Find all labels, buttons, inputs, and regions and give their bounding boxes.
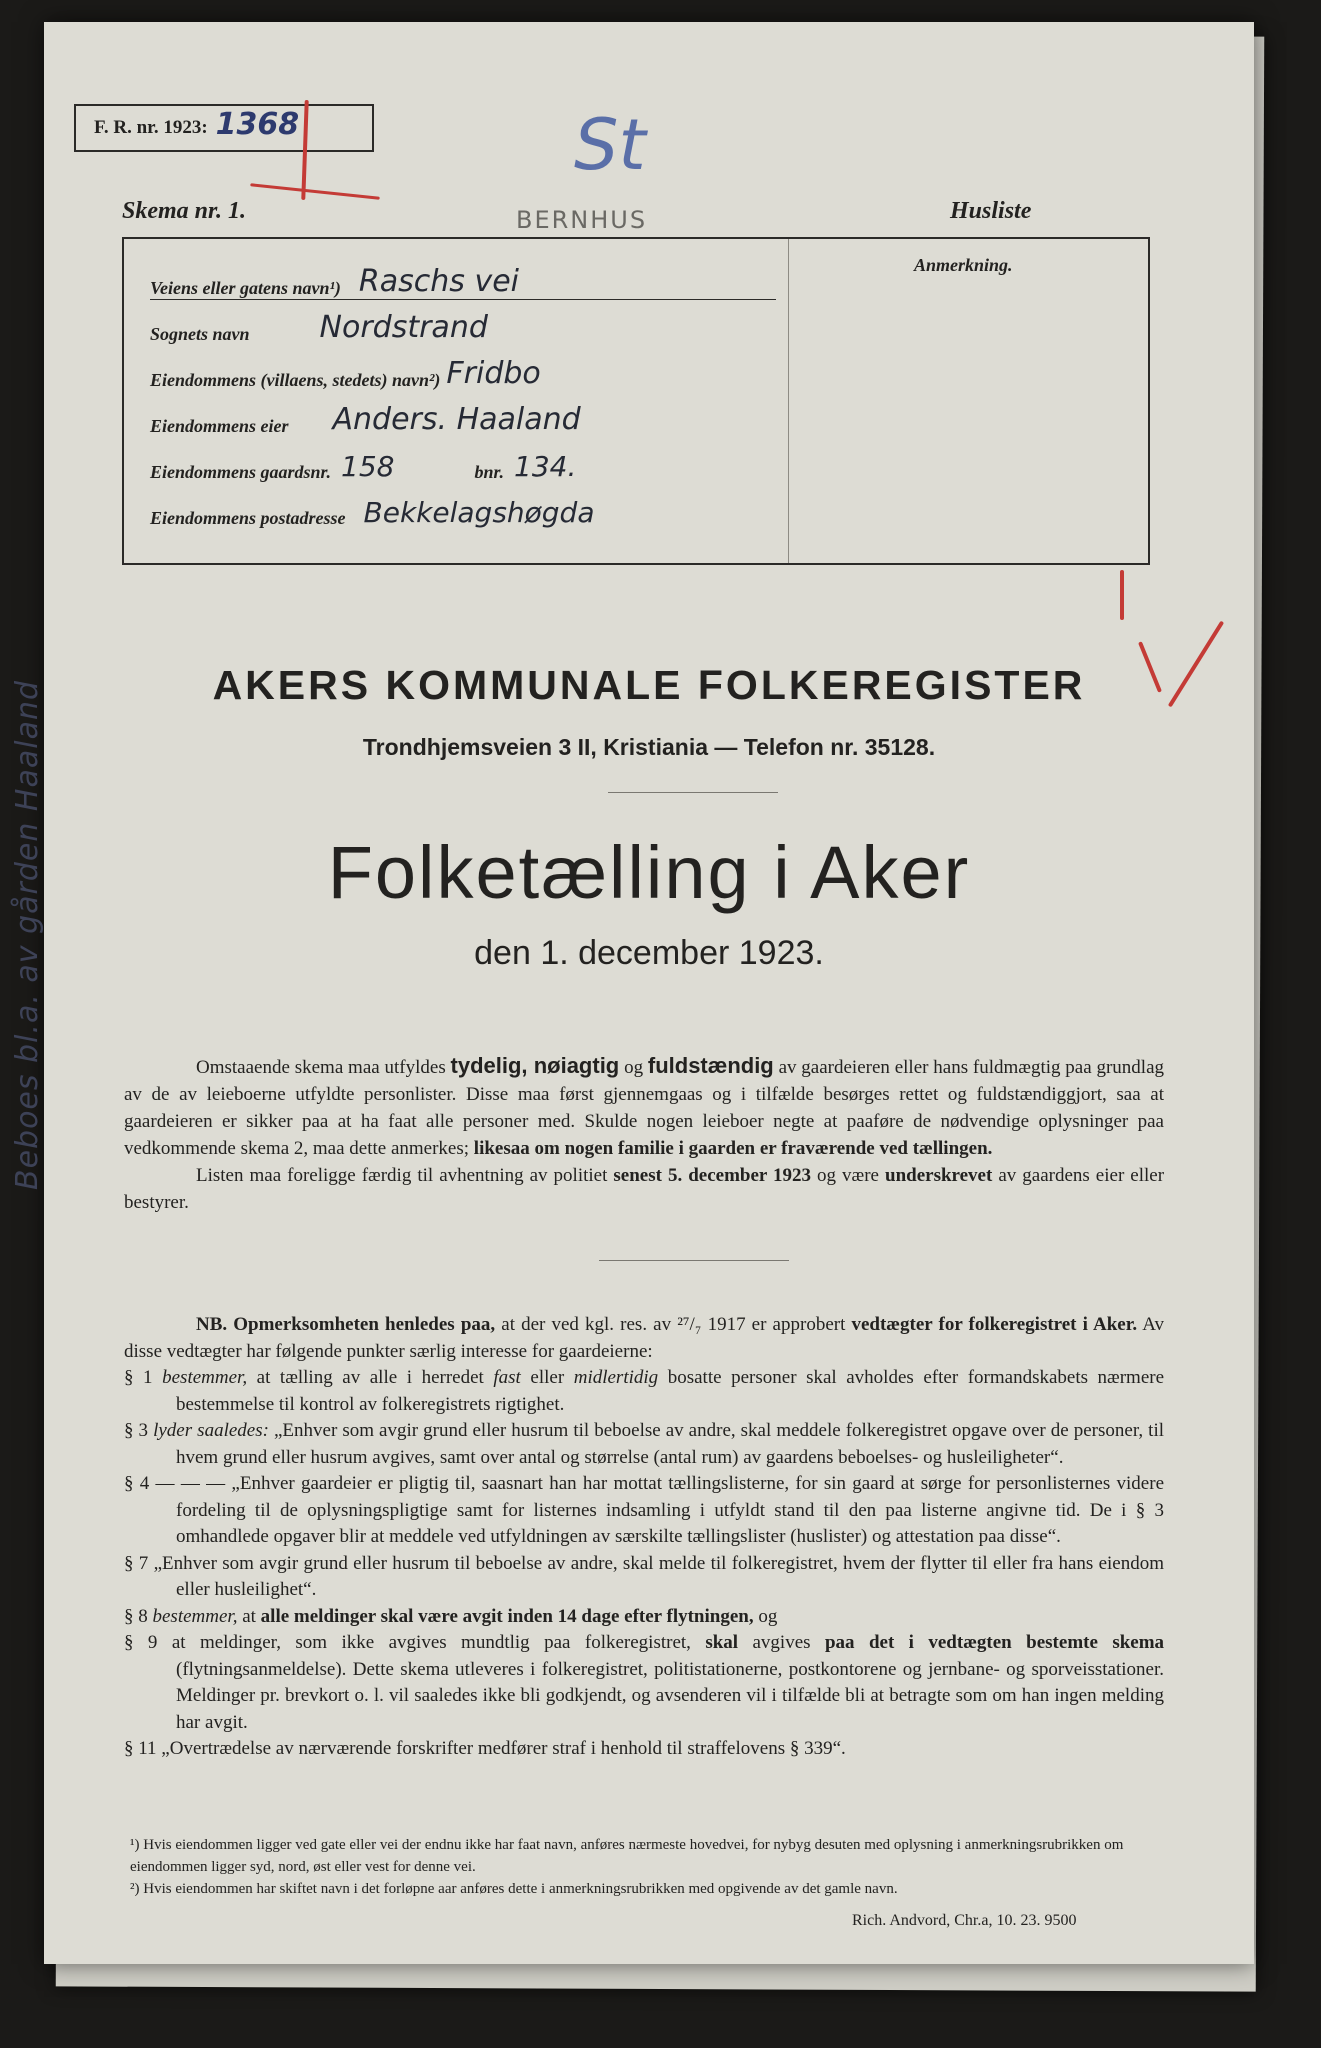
nb-emphasis: vedtægter for folkeregistret i Aker. [851, 1314, 1138, 1335]
property-name-row [150, 351, 541, 391]
schema-label: Skema nr. 1. [122, 198, 247, 224]
road-value: Raschs vei [358, 264, 519, 299]
section-1-text-2: eller [530, 1367, 565, 1388]
property-info-box [122, 237, 1150, 565]
section-1-text-3: bosatte personer skal avholdes efter formandskabets nærmere bestemmelse til kontrol av folkeregistrets rigtighet. [176, 1367, 1165, 1415]
section-3-lead: lyder saaledes: [153, 1420, 269, 1441]
section-8-num: § 8 [124, 1605, 148, 1627]
section-9-text-2: avgives [752, 1632, 811, 1653]
section-11 [124, 1736, 1164, 1763]
red-cross-horizontal [250, 183, 380, 200]
section-7 [124, 1551, 1164, 1604]
intro-emphasis-3: likesaa om nogen familie i gaarden er fraværende ved tællingen. [473, 1138, 993, 1159]
fr-value: 1368 [215, 106, 300, 142]
road-label: Veiens eller gatens navn¹) [150, 278, 341, 298]
parish-label: Sognets navn [150, 324, 250, 344]
intro-text-1: Omstaaende skema maa utfyldes [196, 1057, 446, 1078]
section-3 [124, 1418, 1164, 1471]
section-4 [124, 1471, 1164, 1551]
section-9 [124, 1630, 1164, 1736]
section-1-text-1: at tælling av alle i herredet [256, 1367, 484, 1388]
intro-emphasis-1: tydelig, nøiagtig [450, 1053, 620, 1078]
section-9-emphasis: paa det i vedtægten bestemte skema [824, 1632, 1165, 1653]
section-1-num: § 1 [124, 1367, 153, 1388]
fr-label: F. R. nr. 1923: [94, 117, 208, 138]
bnr-label: bnr. [474, 462, 505, 482]
section-4-text: „Enhver gaardeier er pligtig til, saasnart han har mottat tællingslisterne, for sin gaard at sørge for personlisternes videre fordeling til de oplysningspligtige samt for listernes indsamling i utfyldt stand til den paa listerne angivne tid. De i § 3 omhandlede opgaver blir at meddele ved utfyldningen av særskilte tællingslister (huslister) og attestation paa disse“. [176, 1473, 1164, 1547]
parish-row [150, 305, 488, 345]
section-8-text-1: at [242, 1605, 256, 1627]
intro-emphasis-2: fuldstændig [647, 1053, 774, 1078]
remark-title: Anmerkning. [914, 255, 1013, 275]
nb-text-1: at der ved kgl. res. av ²⁷/₇ 1917 er approbert [501, 1314, 846, 1335]
address-value: Bekkelagshøgda [363, 496, 595, 529]
office-address: Trondhjemsveien 3 II, Kristiania — Telefon nr. 35128. [362, 734, 936, 760]
section-3-text: „Enhver som avgir grund eller husrum til beboelse av andre, skal meddele folkeregistret opgave over de personer, til hvem grund eller husrum avgives, samt over antal og størrelse (antal rum) av gaardens beboelses- og husleiligheter“. [176, 1420, 1165, 1468]
section-8-lead: bestemmer, [152, 1605, 238, 1627]
census-date: den 1. december 1923. [474, 934, 824, 972]
section-8 [124, 1604, 1164, 1631]
bnr-value: 134. [514, 450, 577, 483]
section-1 [124, 1365, 1164, 1418]
gnr-value: 158 [341, 450, 395, 483]
section-9-shall: skal [705, 1632, 739, 1653]
owner-row [150, 397, 581, 437]
section-1-lead: bestemmer, [162, 1367, 248, 1388]
owner-value: Anders. Haaland [332, 402, 581, 437]
owner-label: Eiendommens eier [150, 416, 289, 436]
intro-text-4: Listen maa foreligge færdig til avhentning av politiet [196, 1165, 608, 1186]
section-9-text-3: (flytningsanmeldelse). Dette skema utleveres i folkeregistret, politistationerne, postkontorene og jernbane- og sporveisstationer. Meldinger pr. brevkort o. l. vil saaledes ikke bli godkjendt, og avsenderen vil i tilfælde bli at betragte som om han ingen melding har avgit. [176, 1658, 1164, 1733]
list-label: Husliste [950, 198, 1032, 224]
nb-lead: NB. Opmerksomheten henledes paa, [196, 1314, 496, 1335]
section-1-temporary: midlertidig [573, 1367, 659, 1388]
intro-signed: underskrevet [885, 1165, 993, 1186]
section-9-text-1: at meldinger, som ikke avgives mundtlig paa folkeregistret, [171, 1632, 691, 1653]
section-3-num: § 3 [124, 1420, 149, 1441]
section-divider [599, 1260, 789, 1261]
remark-divider [788, 239, 789, 563]
plot-number-row [150, 443, 576, 483]
census-title: Folketælling i Aker [327, 831, 971, 914]
intro-text-6: av gaardens eier eller bestyrer. [124, 1165, 1165, 1213]
section-11-text: „Overtrædelse av nærværende forskrifter medfører straf i henhold til straffelovens § 339“. [161, 1738, 846, 1759]
intro-text-2: og [624, 1057, 644, 1078]
nb-text-2: Av disse vedtægter har følgende punkter særlig interesse for gaardeierne: [124, 1314, 1165, 1362]
intro-text-3: av gaardeieren eller hans fuldmægtig paa grundlag av de av leieboerne utfyldte personlister. Disse maa først gjennemgaas og i tilfælde besørges rettet og fuldstændiggjort, saa at gaardeieren er sikker paa at ha faat alle personer med. Skulde nogen leieboer negte at paaføre de nødvendige oplysninger paa vedkommende skema 2, maa dette anmerkes; [124, 1057, 1165, 1159]
property-name-label: Eiendommens (villaens, stedets) navn²) [150, 370, 441, 390]
intro-deadline: senest 5. december 1923 [613, 1165, 812, 1186]
title-divider [608, 792, 778, 793]
office-title: AKERS KOMMUNALE FOLKEREGISTER [212, 662, 1086, 708]
gnr-label: Eiendommens gaardsnr. [150, 462, 332, 482]
section-9-num: § 9 [124, 1632, 158, 1653]
section-4-num: § 4 — — — [124, 1473, 226, 1494]
statute-text [124, 1312, 1164, 1763]
section-7-text: „Enhver som avgir grund eller husrum til beboelse av andre, skal melde til folkeregistret, hvem der flytter til eller fra hans eiendom eller husleilighet“. [153, 1552, 1165, 1600]
parish-value: Nordstrand [319, 310, 488, 345]
section-8-emphasis: alle meldinger skal være avgit inden 14 dage efter flytningen, [260, 1605, 754, 1627]
bernhus-stamp: BERNHUS [516, 206, 648, 234]
section-7-num: § 7 [124, 1552, 149, 1574]
footnotes [130, 1834, 1170, 1900]
intro-text [124, 1052, 1164, 1216]
postal-address-row [150, 489, 595, 529]
fr-number-box [74, 104, 374, 152]
printer-imprint: Rich. Andvord, Chr.a, 10. 23. 9500 [852, 1912, 1077, 1929]
road-row [150, 259, 776, 300]
address-label: Eiendommens postadresse [150, 508, 346, 528]
margin-note: Beboes bl.a. av gården Haaland [10, 679, 45, 1190]
section-1-fast: fast [493, 1367, 521, 1388]
section-8-text-2: og [758, 1605, 778, 1627]
property-name-value: Fridbo [446, 356, 541, 391]
section-11-num: § 11 [124, 1738, 157, 1759]
intro-text-5: og være [817, 1165, 879, 1186]
form-page [44, 22, 1254, 1964]
footnote-2: ²) Hvis eiendommen har skiftet navn i det forløpne aar anføres dette i anmerkningsrubrikken med opgivende av det gamle navn. [130, 1881, 898, 1897]
handwritten-mark: St [574, 104, 646, 186]
footnote-1: ¹) Hvis eiendommen ligger ved gate eller vei der endnu ikke har faat navn, anføres nærmeste hovedvei, for nybyg desuten med oplysning i anmerkningsrubrikken om eiendommen ligger syd, nord, øst eller vest for denne vei. [130, 1837, 1124, 1875]
red-tick-short [1120, 570, 1124, 620]
